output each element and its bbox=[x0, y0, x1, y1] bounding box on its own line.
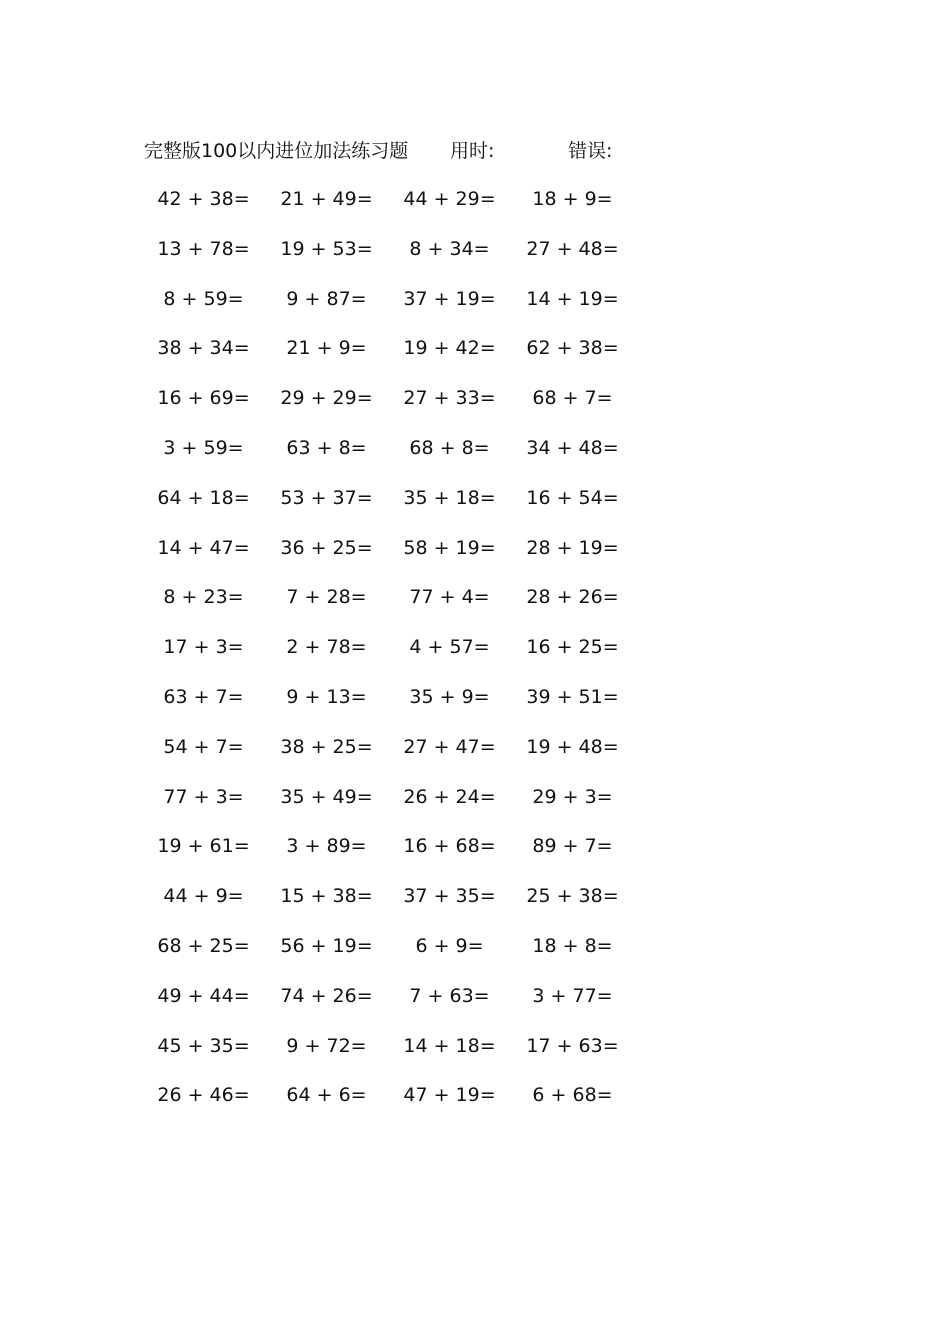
addition-problem: 6 + 9= bbox=[415, 934, 484, 957]
errors-label: 错误: bbox=[568, 140, 613, 162]
addition-problem: 13 + 78= bbox=[157, 237, 250, 260]
addition-problem: 14 + 19= bbox=[526, 287, 619, 310]
addition-problem: 47 + 19= bbox=[403, 1084, 496, 1107]
addition-problem: 54 + 7= bbox=[163, 735, 244, 758]
addition-problem: 9 + 13= bbox=[286, 685, 367, 708]
addition-problem: 29 + 3= bbox=[532, 785, 613, 808]
addition-problem: 2 + 78= bbox=[286, 636, 367, 659]
addition-problem: 6 + 68= bbox=[532, 1084, 613, 1107]
addition-problem: 29 + 29= bbox=[280, 387, 373, 410]
addition-problem: 18 + 9= bbox=[532, 188, 613, 210]
addition-problem: 14 + 18= bbox=[403, 1034, 496, 1057]
addition-problem: 35 + 18= bbox=[403, 486, 496, 509]
addition-problem: 77 + 4= bbox=[409, 586, 490, 609]
addition-problem: 38 + 25= bbox=[280, 735, 373, 758]
addition-problem: 68 + 25= bbox=[157, 934, 250, 957]
addition-problem: 28 + 19= bbox=[526, 536, 619, 559]
addition-problem: 39 + 51= bbox=[526, 685, 619, 708]
addition-problem: 36 + 25= bbox=[280, 536, 373, 559]
addition-problem: 19 + 48= bbox=[526, 735, 619, 758]
addition-problem: 17 + 3= bbox=[163, 636, 244, 659]
addition-problem: 15 + 38= bbox=[280, 885, 373, 908]
addition-problem: 8 + 59= bbox=[163, 287, 244, 310]
addition-problem: 25 + 38= bbox=[526, 885, 619, 908]
addition-problem: 27 + 47= bbox=[403, 735, 496, 758]
addition-problem: 44 + 29= bbox=[403, 188, 496, 210]
worksheet-title: 完整版100以内进位加法练习题 bbox=[144, 140, 409, 162]
addition-problem: 7 + 63= bbox=[409, 984, 490, 1007]
addition-problem: 21 + 49= bbox=[280, 188, 373, 210]
addition-problem: 63 + 8= bbox=[286, 436, 367, 459]
addition-problem: 19 + 53= bbox=[280, 237, 373, 260]
addition-problem: 49 + 44= bbox=[157, 984, 250, 1007]
addition-problem: 8 + 34= bbox=[409, 237, 490, 260]
addition-problem: 16 + 68= bbox=[403, 835, 496, 858]
addition-problem: 35 + 9= bbox=[409, 685, 490, 708]
addition-problem: 3 + 89= bbox=[286, 835, 367, 858]
addition-problem: 89 + 7= bbox=[532, 835, 613, 858]
addition-problem: 8 + 23= bbox=[163, 586, 244, 609]
addition-problem: 7 + 28= bbox=[286, 586, 367, 609]
addition-problem: 4 + 57= bbox=[409, 636, 490, 659]
addition-problem: 21 + 9= bbox=[286, 337, 367, 360]
addition-problem: 64 + 18= bbox=[157, 486, 250, 509]
addition-problem: 56 + 19= bbox=[280, 934, 373, 957]
addition-problem: 16 + 54= bbox=[526, 486, 619, 509]
addition-problem: 26 + 46= bbox=[157, 1084, 250, 1107]
addition-problem: 17 + 63= bbox=[526, 1034, 619, 1057]
addition-problem: 19 + 61= bbox=[157, 835, 250, 858]
addition-problem: 68 + 7= bbox=[532, 387, 613, 410]
addition-problem: 9 + 87= bbox=[286, 287, 367, 310]
addition-problem: 62 + 38= bbox=[526, 337, 619, 360]
addition-problem: 27 + 33= bbox=[403, 387, 496, 410]
addition-problem: 19 + 42= bbox=[403, 337, 496, 360]
addition-problem: 26 + 24= bbox=[403, 785, 496, 808]
addition-problem: 35 + 49= bbox=[280, 785, 373, 808]
addition-problem: 27 + 48= bbox=[526, 237, 619, 260]
addition-problem: 9 + 72= bbox=[286, 1034, 367, 1057]
addition-problem: 44 + 9= bbox=[163, 885, 244, 908]
addition-problem: 37 + 19= bbox=[403, 287, 496, 310]
addition-problem: 16 + 69= bbox=[157, 387, 250, 410]
addition-problem: 68 + 8= bbox=[409, 436, 490, 459]
addition-problem: 18 + 8= bbox=[532, 934, 613, 957]
addition-problem: 77 + 3= bbox=[163, 785, 244, 808]
addition-problem: 28 + 26= bbox=[526, 586, 619, 609]
problem-grid bbox=[142, 183, 634, 1129]
addition-problem: 74 + 26= bbox=[280, 984, 373, 1007]
addition-problem: 16 + 25= bbox=[526, 636, 619, 659]
addition-problem: 64 + 6= bbox=[286, 1084, 367, 1107]
addition-problem: 42 + 38= bbox=[157, 188, 250, 210]
addition-problem: 45 + 35= bbox=[157, 1034, 250, 1057]
addition-problem: 53 + 37= bbox=[280, 486, 373, 509]
addition-problem: 58 + 19= bbox=[403, 536, 496, 559]
addition-problem: 3 + 77= bbox=[532, 984, 613, 1007]
addition-problem: 37 + 35= bbox=[403, 885, 496, 908]
addition-problem: 38 + 34= bbox=[157, 337, 250, 360]
addition-problem: 63 + 7= bbox=[163, 685, 244, 708]
addition-problem: 14 + 47= bbox=[157, 536, 250, 559]
addition-problem: 3 + 59= bbox=[163, 436, 244, 459]
addition-problem: 34 + 48= bbox=[526, 436, 619, 459]
time-label: 用时: bbox=[450, 140, 495, 162]
